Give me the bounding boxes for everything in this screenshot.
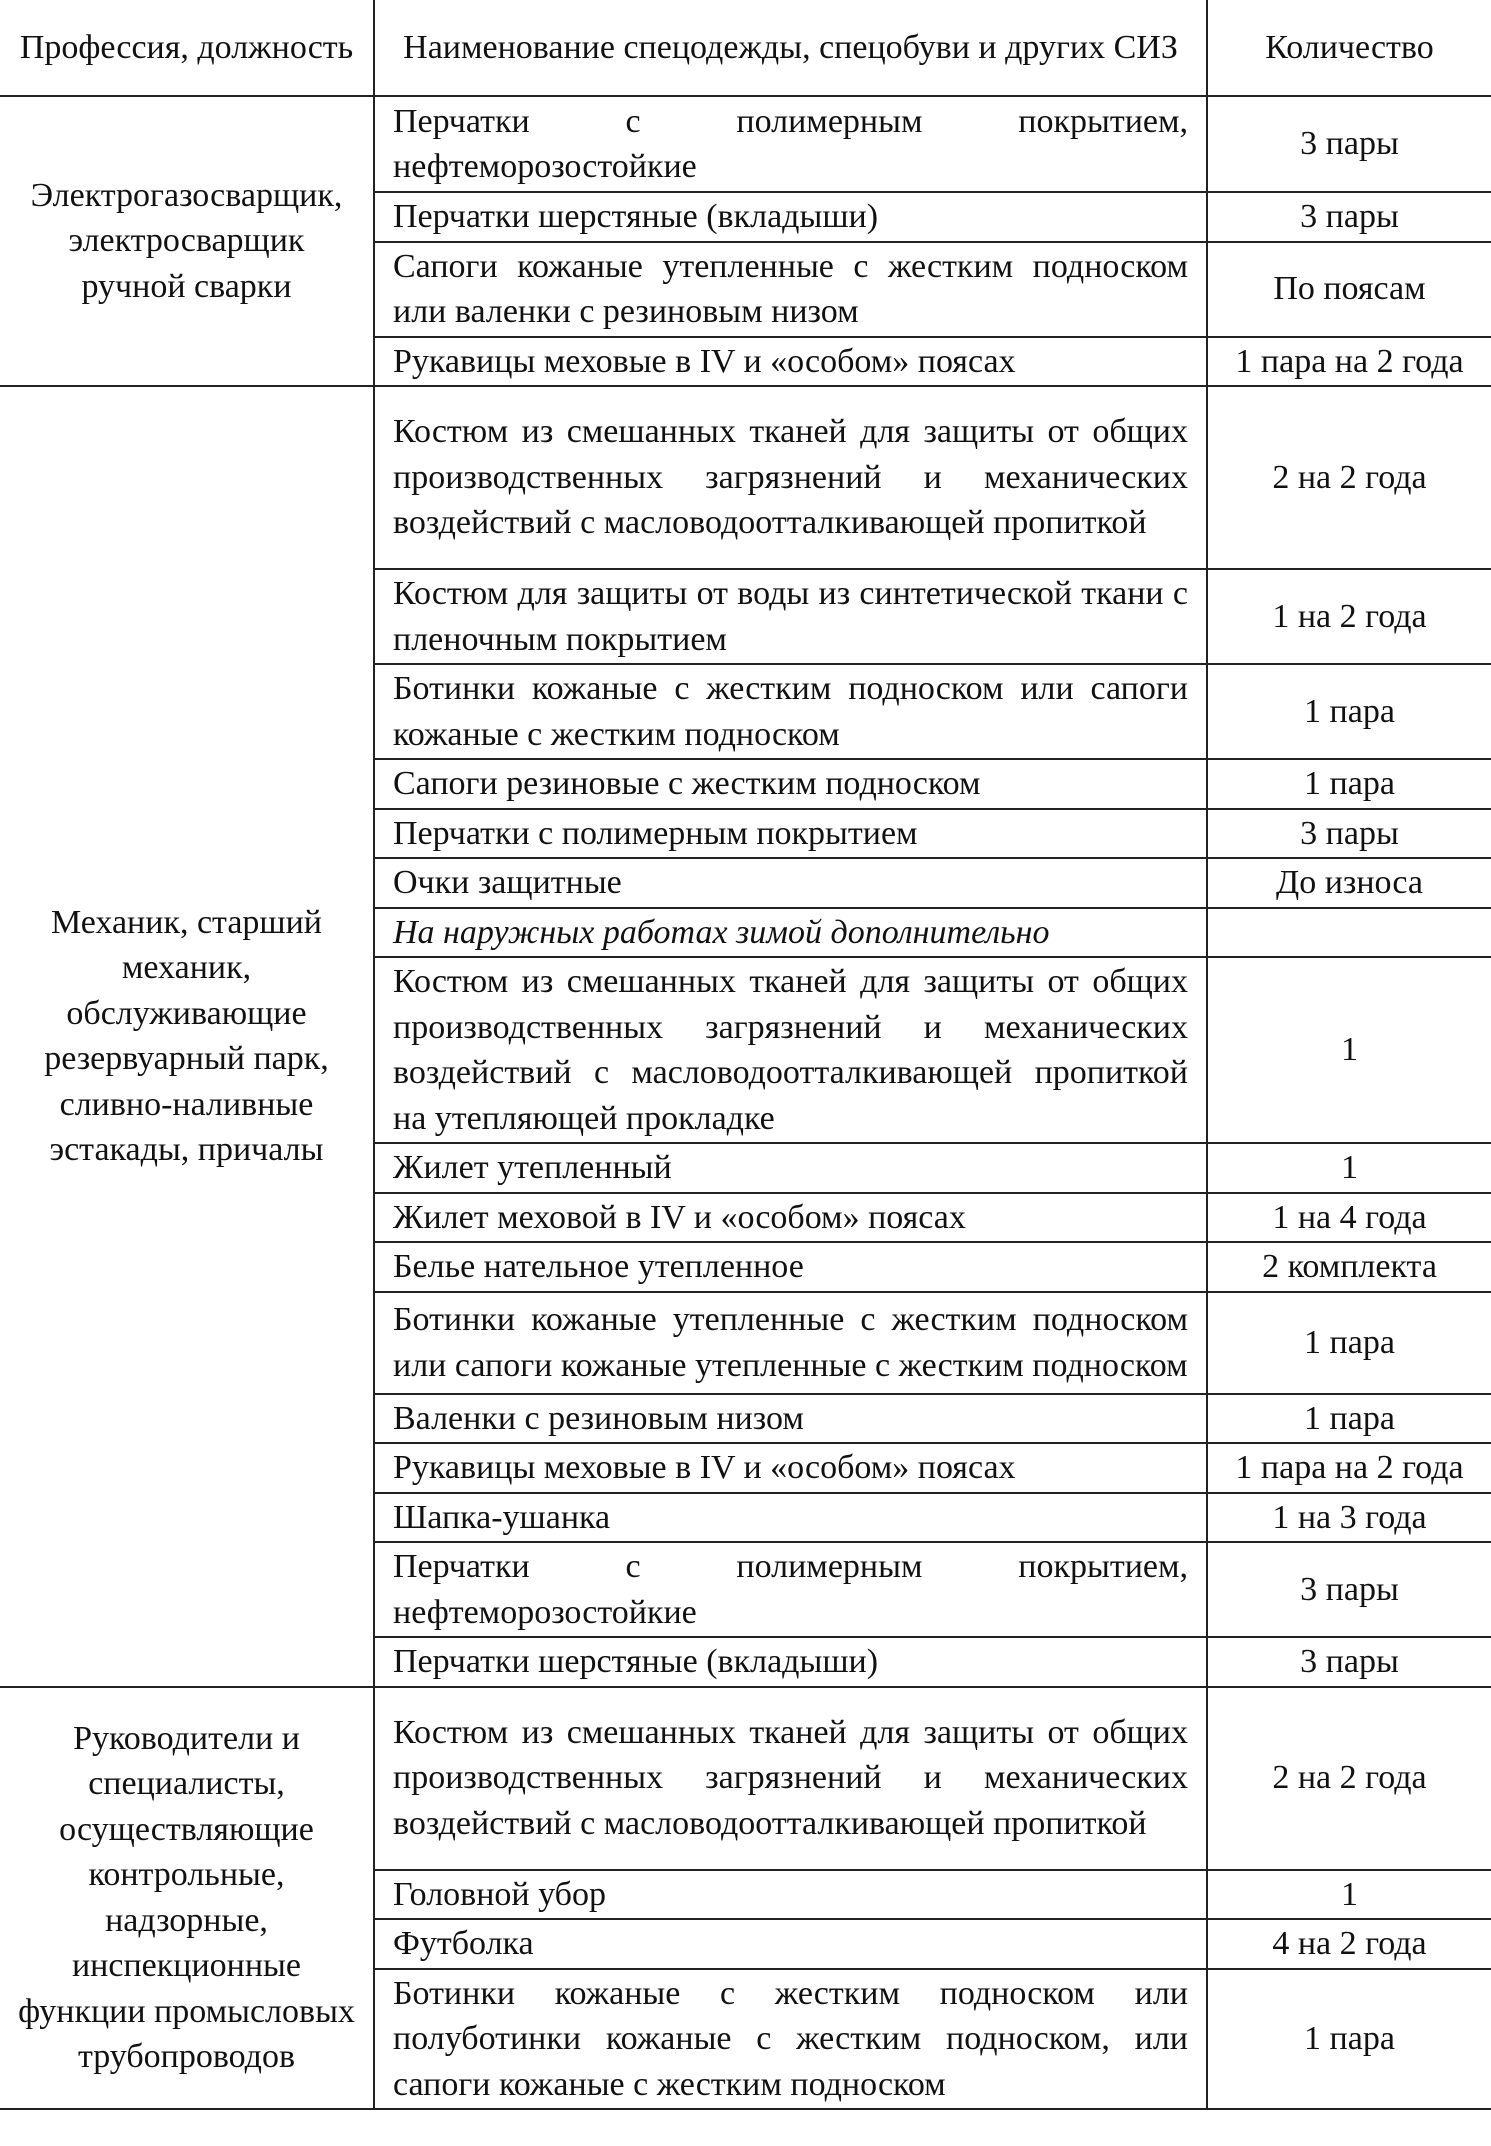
profession-cell: Механик, старший механик, обслуживающие резервуарный парк, сливно-наливные эстакады, причалы (0, 386, 374, 1687)
quantity-cell: 1 на 3 года (1207, 1493, 1491, 1543)
quantity-cell: 3 пары (1207, 96, 1491, 192)
item-cell: Ботинки кожаные с жестким подноском или полуботинки кожаные с жестким подноском, или сапоги кожаные с жестким подноском (374, 1969, 1207, 2110)
item-cell: Перчатки с полимерным покрытием, нефтеморозостойкие (374, 1542, 1207, 1637)
quantity-cell: 1 пара (1207, 1292, 1491, 1394)
quantity-cell: До износа (1207, 858, 1491, 908)
item-cell: Костюм из смешанных тканей для защиты от общих производственных загрязнений и механических воздействий с масловодоотталкивающей пропиткой на утепляющей прокладке (374, 957, 1207, 1143)
header-row (0, 0, 1491, 96)
quantity-cell: 1 пара (1207, 664, 1491, 759)
item-cell: Перчатки шерстяные (вкладыши) (374, 1637, 1207, 1687)
quantity-cell: 1 пара (1207, 1969, 1491, 2110)
item-cell: Перчатки с полимерным покрытием (374, 809, 1207, 859)
item-cell: Валенки с резиновым низом (374, 1394, 1207, 1444)
item-cell: Очки защитные (374, 858, 1207, 908)
item-cell: Белье нательное утепленное (374, 1242, 1207, 1292)
item-cell: Головной убор (374, 1870, 1207, 1920)
item-cell: Жилет утепленный (374, 1143, 1207, 1193)
item-cell: Рукавицы меховые в IV и «особом» поясах (374, 1443, 1207, 1493)
quantity-cell: 4 на 2 года (1207, 1919, 1491, 1969)
quantity-cell: По поясам (1207, 242, 1491, 337)
quantity-cell: 1 (1207, 1143, 1491, 1193)
quantity-cell: 1 на 2 года (1207, 569, 1491, 664)
profession-cell: Руководители и специалисты, осуществляющие контрольные, надзорные, инспекционные функции промысловых трубопроводов (0, 1687, 374, 2110)
quantity-cell: 3 пары (1207, 192, 1491, 242)
item-cell: Костюм из смешанных тканей для защиты от общих производственных загрязнений и механических воздействий с масловодоотталкивающей пропиткой (374, 1687, 1207, 1870)
item-cell: Ботинки кожаные с жестким подноском или сапоги кожаные с жестким подноском (374, 664, 1207, 759)
header-item: Наименование спецодежды, спецобуви и других СИЗ (374, 0, 1207, 96)
quantity-cell: 1 на 4 года (1207, 1193, 1491, 1243)
quantity-cell: 3 пары (1207, 1637, 1491, 1687)
header-quantity: Количество (1207, 0, 1491, 96)
item-cell: Сапоги кожаные утепленные с жестким подноском или валенки с резиновым низом (374, 242, 1207, 337)
quantity-cell: 1 пара на 2 года (1207, 337, 1491, 387)
item-cell: Рукавицы меховые в IV и «особом» поясах (374, 337, 1207, 387)
table-row (0, 386, 1491, 569)
item-cell: Шапка-ушанка (374, 1493, 1207, 1543)
item-cell: Костюм из смешанных тканей для защиты от общих производственных загрязнений и механических воздействий с масловодоотталкивающей пропиткой (374, 386, 1207, 569)
quantity-cell: 1 (1207, 957, 1491, 1143)
item-cell: Жилет меховой в IV и «особом» поясах (374, 1193, 1207, 1243)
quantity-cell: 1 пара на 2 года (1207, 1443, 1491, 1493)
profession-cell: Электрогазосварщик, электросварщик ручной сварки (0, 96, 374, 386)
item-cell: Костюм для защиты от воды из синтетической ткани с пленочным покрытием (374, 569, 1207, 664)
table-body (0, 96, 1491, 2109)
quantity-cell: 1 пара (1207, 759, 1491, 809)
item-cell: Ботинки кожаные утепленные с жестким подноском или сапоги кожаные утепленные с жестким подноском (374, 1292, 1207, 1394)
item-cell: Сапоги резиновые с жестким подноском (374, 759, 1207, 809)
quantity-cell: 1 пара (1207, 1394, 1491, 1444)
table-row (0, 96, 1491, 192)
quantity-cell: 2 комплекта (1207, 1242, 1491, 1292)
quantity-cell (1207, 908, 1491, 958)
quantity-cell: 1 (1207, 1870, 1491, 1920)
header-profession: Профессия, должность (0, 0, 374, 96)
item-cell: Перчатки шерстяные (вкладыши) (374, 192, 1207, 242)
quantity-cell: 2 на 2 года (1207, 1687, 1491, 1870)
quantity-cell: 2 на 2 года (1207, 386, 1491, 569)
table-row (0, 1687, 1491, 1870)
item-cell: Футболка (374, 1919, 1207, 1969)
section-note-cell: На наружных работах зимой дополнительно (374, 908, 1207, 958)
item-cell: Перчатки с полимерным покрытием, нефтеморозостойкие (374, 96, 1207, 192)
quantity-cell: 3 пары (1207, 1542, 1491, 1637)
quantity-cell: 3 пары (1207, 809, 1491, 859)
